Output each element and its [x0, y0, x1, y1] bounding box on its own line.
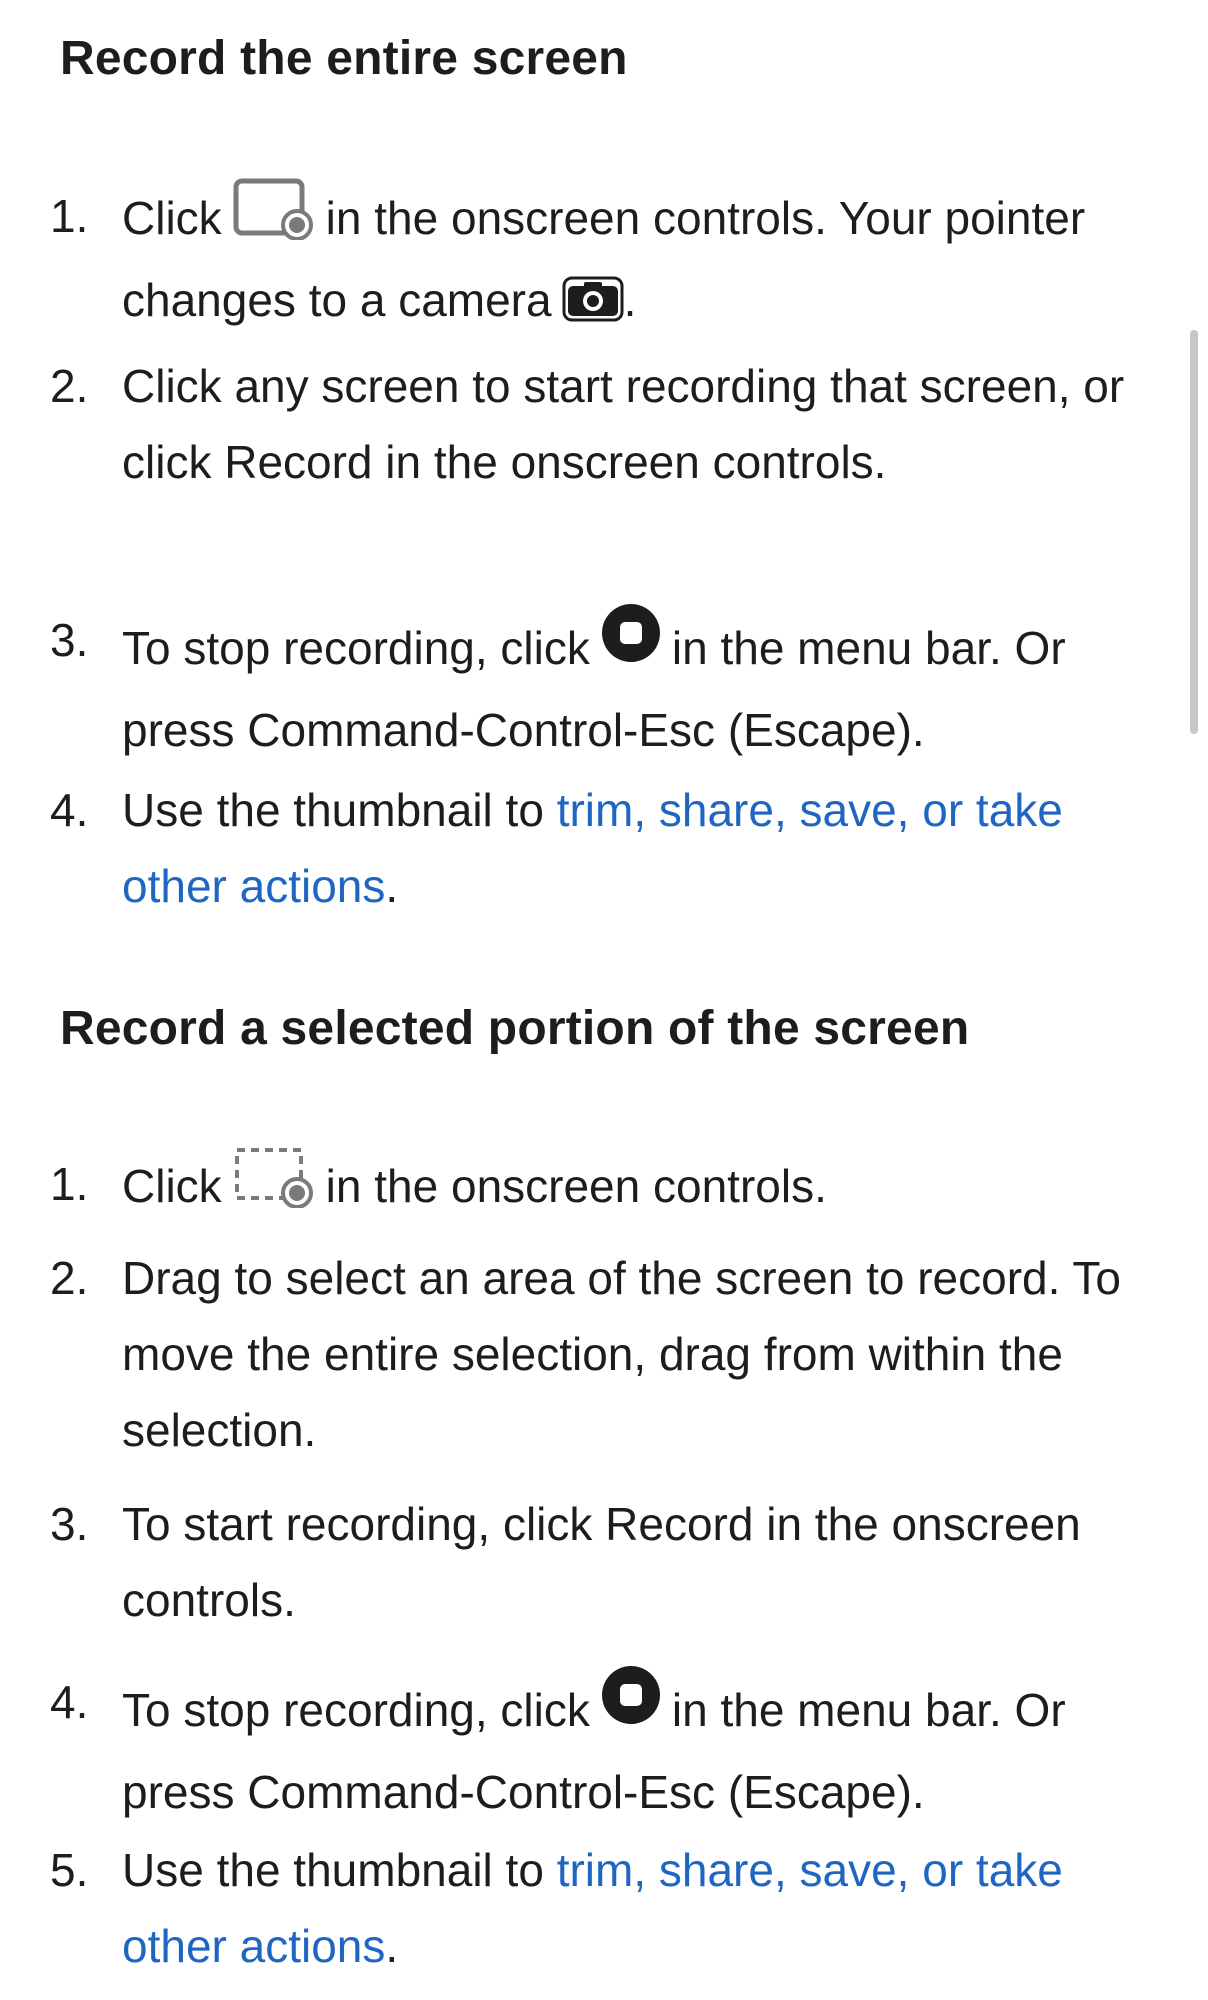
- step-number: 3.: [50, 614, 89, 666]
- step-number: 2.: [50, 360, 89, 412]
- section-heading-entire-screen: Record the entire screen: [60, 32, 628, 85]
- step-number: 1.: [50, 1158, 89, 1210]
- step-text: To start recording, click Record in the onscreen controls.: [122, 1498, 1081, 1626]
- step-text: Use the thumbnail to trim, share, save, or take other actions.: [122, 784, 1063, 912]
- camera-icon: [562, 268, 624, 344]
- scrollbar[interactable]: [1190, 330, 1198, 734]
- trim-share-save-link[interactable]: trim, share, save, or take other actions: [122, 784, 1063, 912]
- step-number: 5.: [50, 1844, 89, 1896]
- step-number: 1.: [50, 190, 89, 242]
- step-number: 4.: [50, 1676, 89, 1728]
- step-text: Click in the onscreen controls. Your pointer changes to a camera .: [122, 178, 1132, 344]
- step-text: To stop recording, click in the menu bar. Or press Command-Control-Esc (Escape).: [122, 1664, 1132, 1830]
- step-text: Click any screen to start recording that screen, or click Record in the onscreen controls.: [122, 360, 1125, 488]
- step-number: 2.: [50, 1252, 89, 1304]
- section-heading-selected-portion: Record a selected portion of the screen: [60, 1002, 970, 1055]
- step-number: 3.: [50, 1498, 89, 1550]
- step-text: To stop recording, click in the menu bar. Or press Command-Control-Esc (Escape).: [122, 602, 1132, 768]
- stop-recording-icon: [600, 1664, 662, 1754]
- step-text: Drag to select an area of the screen to record. To move the entire selection, drag from within the selection.: [122, 1252, 1121, 1456]
- record-selected-portion-icon: [232, 1146, 316, 1230]
- step-text: Click in the onscreen controls.: [122, 1146, 1132, 1230]
- stop-recording-icon: [600, 602, 662, 692]
- step-number: 4.: [50, 784, 89, 836]
- step-text: Use the thumbnail to trim, share, save, or take other actions.: [122, 1844, 1063, 1972]
- trim-share-save-link[interactable]: trim, share, save, or take other actions: [122, 1844, 1063, 1972]
- record-entire-screen-icon: [232, 178, 316, 262]
